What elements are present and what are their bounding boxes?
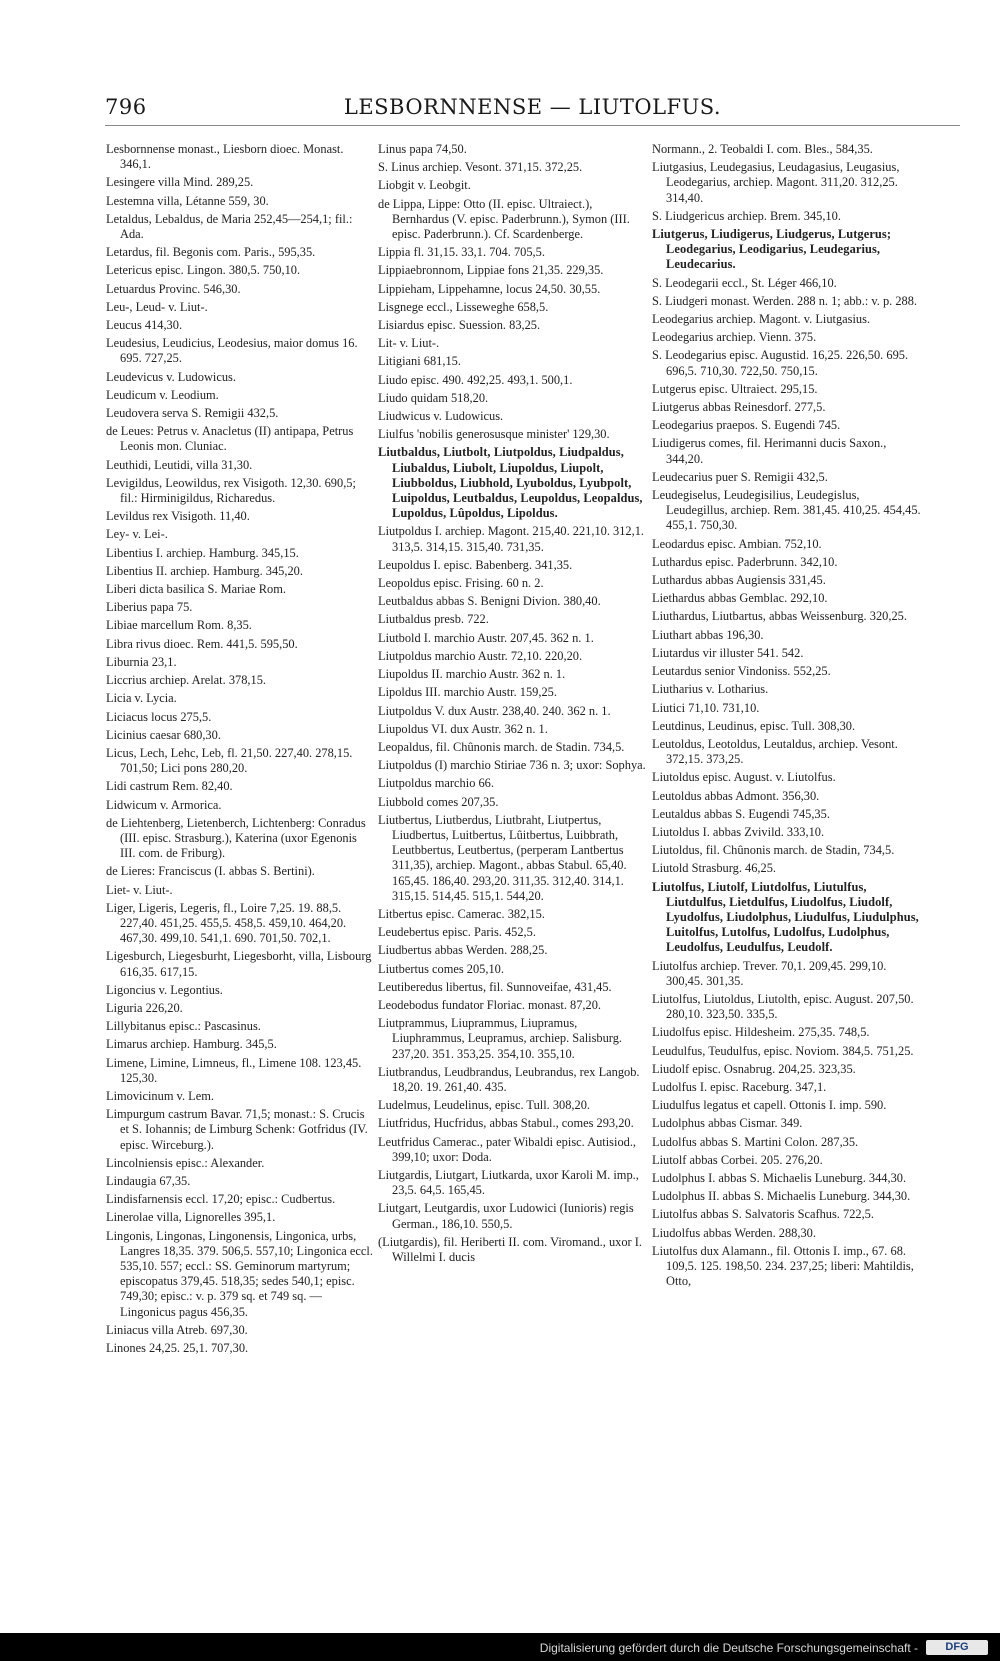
index-entry: Leutardus senior Vindoniss. 552,25. bbox=[652, 664, 831, 679]
index-entry: Liberi dicta basilica S. Mariae Rom. bbox=[106, 582, 286, 597]
index-entry: Leudesius, Leudicius, Leodesius, maior domus 16. 695. 727,25. bbox=[106, 336, 358, 366]
index-entry: Leuthidi, Leutidi, villa 31,30. bbox=[106, 457, 253, 472]
index-entry: Liudolfus abbas Werden. 288,30. bbox=[652, 1225, 816, 1240]
index-entry: Liupoldus VI. dux Austr. 362 n. 1. bbox=[378, 721, 548, 736]
index-entry: Liubbold comes 207,35. bbox=[378, 794, 499, 809]
index-entry: Liburnia 23,1. bbox=[106, 654, 177, 669]
index-entry: Levigildus, Leowildus, rex Visigoth. 12,30. 690,5; fil.: Hirminigildus, Richaredus. bbox=[106, 475, 356, 506]
index-entry: Leodegarius archiep. Vienn. 375. bbox=[652, 330, 817, 345]
index-entry: Leutoldus abbas Admont. 356,30. bbox=[652, 788, 820, 803]
index-entry: Letericus episc. Lingon. 380,5. 750,10. bbox=[106, 263, 301, 278]
index-entry: Liutoldus, fil. Chûnonis march. de Stadin, 734,5. bbox=[652, 843, 895, 858]
index-entry: Liutolfus abbas S. Salvatoris Scafhus. 722,5. bbox=[652, 1207, 874, 1222]
index-entry: Liccrius archiep. Arelat. 378,15. bbox=[106, 673, 266, 688]
index-column-3 bbox=[652, 142, 924, 1292]
index-entry: Lindaugia 67,35. bbox=[106, 1173, 191, 1188]
index-entry: Liudolfus episc. Hildesheim. 275,35. 748,5. bbox=[652, 1025, 870, 1040]
index-entry: Leopoldus episc. Frising. 60 n. 2. bbox=[378, 576, 544, 591]
index-entry: Letuardus Provinc. 546,30. bbox=[106, 281, 241, 296]
index-entry: Levildus rex Visigoth. 11,40. bbox=[106, 509, 250, 524]
index-entry: de Liehtenberg, Lietenberch, Lichtenberg: Conradus (III. episc. Strasburg.), Katerina (uxor Egenonis III. com. de Friburg). bbox=[106, 815, 366, 861]
index-entry: Lippia fl. 31,15. 33,1. 704. 705,5. bbox=[378, 245, 545, 260]
index-entry: Lestemna villa, Létanne 559, 30. bbox=[106, 193, 269, 208]
index-entry: Litbertus episc. Camerac. 382,15. bbox=[378, 906, 545, 921]
index-entry: Leutaldus abbas S. Eugendi 745,35. bbox=[652, 806, 830, 821]
index-entry: Lisiardus episc. Suession. 83,25. bbox=[378, 318, 541, 333]
index-entry: Leudecarius puer S. Remigii 432,5. bbox=[652, 469, 828, 484]
index-entry: Liulfus 'nobilis generosusque minister' 129,30. bbox=[378, 427, 610, 442]
index-entry: Liutardus vir illuster 541. 542. bbox=[652, 645, 804, 660]
index-entry: Liniacus villa Atreb. 697,30. bbox=[106, 1322, 248, 1337]
index-entry: Lit- v. Liut-. bbox=[378, 336, 440, 351]
index-entry: Leudovera serva S. Remigii 432,5. bbox=[106, 406, 279, 421]
index-entry: Liutici 71,10. 731,10. bbox=[652, 700, 760, 715]
index-entry: Licinius caesar 680,30. bbox=[106, 727, 221, 742]
index-entry: Lingonis, Lingonas, Lingonensis, Lingonica, urbs, Langres 18,35. 379. 506,5. 557,10; Lingonica eccl. 535,10. 557; eccl.: SS. Geminorum martyrum; episcopatus 379,45. 518,35; sedes 540,1; episc. 749,30; episc.: v. p. 379 sq. et 749 sq. — Lingonicus pagus 456,35. bbox=[106, 1228, 373, 1319]
index-entry: Liuthart abbas 196,30. bbox=[652, 627, 764, 642]
index-entry: Ligesburch, Liegesburht, Liegesborht, villa, Lisbourg 616,35. 617,15. bbox=[106, 949, 372, 979]
index-column-1 bbox=[106, 142, 374, 1359]
index-entry: Lutgerus episc. Ultraiect. 295,15. bbox=[652, 381, 818, 396]
index-entry: Leudebertus episc. Paris. 452,5. bbox=[378, 925, 536, 940]
index-entry: Liutbaldus presb. 722. bbox=[378, 612, 489, 627]
index-entry: Liger, Ligeris, Legeris, fl., Loire 7,25. 19. 88,5. 227,40. 451,25. 455,5. 458,5. 459,10. 464,20. 467,30. 499,10. 541,1. 690. 701,50. 702,1. bbox=[106, 900, 347, 946]
index-entry: Libentius I. archiep. Hamburg. 345,15. bbox=[106, 545, 299, 560]
index-entry: Ludolfus I. episc. Raceburg. 347,1. bbox=[652, 1079, 827, 1094]
index-entry: Liutpoldus marchio Austr. 72,10. 220,20. bbox=[378, 648, 583, 663]
index-entry: Leudevicus v. Ludowicus. bbox=[106, 369, 236, 384]
page-number: 796 bbox=[105, 95, 147, 119]
index-entry: Leutfridus Camerac., pater Wibaldi episc. Autisiod., 399,10; uxor: Doda. bbox=[378, 1134, 637, 1164]
index-entry: Ludolfus abbas S. Martini Colon. 287,35. bbox=[652, 1134, 859, 1149]
index-entry: Leodardus episc. Ambian. 752,10. bbox=[652, 536, 822, 551]
index-entry: Leudicum v. Leodium. bbox=[106, 387, 219, 402]
index-entry: Liutolfus dux Alamann., fil. Ottonis I. imp., 67. 68. 109,5. 125. 198,50. 234. 237,25; liberi: Mahtildis, Otto, bbox=[652, 1243, 914, 1289]
index-entry: Limene, Limine, Limneus, fl., Limene 108. 123,45. 125,30. bbox=[106, 1055, 362, 1085]
index-entry: de Leues: Petrus v. Anacletus (II) antipapa, Petrus Leonis mon. Cluniac. bbox=[106, 424, 354, 454]
index-entry: Liutold Strasburg. 46,25. bbox=[652, 861, 777, 876]
index-entry: Liudo quidam 518,20. bbox=[378, 390, 489, 405]
index-entry: Lidi castrum Rem. 82,40. bbox=[106, 779, 233, 794]
index-entry: Leudulfus, Teudulfus, episc. Noviom. 384,5. 751,25. bbox=[652, 1043, 914, 1058]
index-entry: Lesbornnense monast., Liesborn dioec. Monast. 346,1. bbox=[106, 142, 344, 172]
index-entry: Litigiani 681,15. bbox=[378, 354, 461, 369]
index-entry: Liutoldus I. abbas Zvivild. 333,10. bbox=[652, 824, 825, 839]
index-entry: Leodebodus fundator Floriac. monast. 87,20. bbox=[378, 997, 601, 1012]
index-entry: Limovicinum v. Lem. bbox=[106, 1088, 214, 1103]
index-entry: Licus, Lech, Lehc, Leb, fl. 21,50. 227,40. 278,15. 701,50; Lici pons 280,20. bbox=[106, 745, 353, 776]
index-entry: Leopaldus, fil. Chûnonis march. de Stadin. 734,5. bbox=[378, 739, 625, 754]
index-entry: Libentius II. archiep. Hamburg. 345,20. bbox=[106, 563, 303, 578]
index-entry: Liutolfus, Liutoldus, Liutolth, episc. August. 207,50. 280,10. 323,50. 335,5. bbox=[652, 991, 914, 1022]
index-entry: Liutbaldus, Liutbolt, Liutpoldus, Liudpaldus, Liubaldus, Liubolt, Liupoldus, Liupolt, Liubboldus, Liubhold, Lyuboldus, Lyubpolt, Luipoldus, Leutbaldus, Leupoldus, Leopaldus, Lupoldus, Lûpoldus, Lipoldus. bbox=[378, 445, 643, 521]
index-entry: Lippiaebronnom, Lippiae fons 21,35. 229,35. bbox=[378, 263, 604, 278]
index-entry: Licia v. Lycia. bbox=[106, 691, 177, 706]
index-entry: Libiae marcellum Rom. 8,35. bbox=[106, 618, 252, 633]
index-entry: Liutgardis, Liutgart, Liutkarda, uxor Karoli M. imp., 23,5. 64,5. 165,45. bbox=[378, 1167, 639, 1198]
index-entry: Liutgasius, Leudegasius, Leudagasius, Leugasius, Leodegarius, archiep. Magont. 311,20. 312,25. 314,40. bbox=[652, 160, 900, 205]
index-entry: Liethardus abbas Gemblac. 292,10. bbox=[652, 591, 828, 606]
index-entry: Lindisfarnensis eccl. 17,20; episc.: Cudbertus. bbox=[106, 1192, 336, 1207]
index-entry: Liutbold I. marchio Austr. 207,45. 362 n. 1. bbox=[378, 630, 594, 645]
index-entry: de Lieres: Franciscus (I. abbas S. Bertini). bbox=[106, 864, 315, 879]
index-entry: Lippieham, Lippehamne, locus 24,50. 30,55. bbox=[378, 281, 601, 296]
page-header bbox=[105, 95, 960, 126]
index-entry: Leutoldus, Leotoldus, Leutaldus, archiep. Vesont. 372,15. 373,25. bbox=[652, 736, 898, 767]
index-entry: Liutgart, Leutgardis, uxor Ludowici (Iunioris) regis German., 186,10. 550,5. bbox=[378, 1201, 634, 1231]
index-entry: Liutpoldus V. dux Austr. 238,40. 240. 362 n. 1. bbox=[378, 703, 611, 718]
index-entry: Lidwicum v. Armorica. bbox=[106, 797, 222, 812]
dfg-logo: DFG bbox=[926, 1640, 988, 1655]
index-entry: Liudo episc. 490. 492,25. 493,1. 500,1. bbox=[378, 372, 573, 387]
index-entry: Liudbertus abbas Werden. 288,25. bbox=[378, 943, 548, 958]
running-head: LESBORNNENSE — LIUTOLFUS. bbox=[343, 95, 722, 119]
index-entry: Liudulfus legatus et capell. Ottonis I. imp. 590. bbox=[652, 1098, 887, 1113]
index-entry: Liutharius v. Lotharius. bbox=[652, 682, 769, 697]
index-entry: Lesingere villa Mind. 289,25. bbox=[106, 175, 254, 190]
index-entry: Leutbaldus abbas S. Benigni Divion. 380,40. bbox=[378, 594, 601, 609]
index-entry: Liudigerus comes, fil. Herimanni ducis Saxon., 344,20. bbox=[652, 436, 887, 466]
index-entry: (Liutgardis), fil. Heriberti II. com. Viromand., uxor I. Willelmi I. ducis bbox=[378, 1234, 642, 1264]
index-entry: de Lippa, Lippe: Otto (II. episc. Ultraiect.), Bernhardus (V. episc. Paderbrunn.), Symon (III. episc. Paderbrunn.). Cf. Scardenberge. bbox=[378, 196, 630, 242]
index-entry: S. Linus archiep. Vesont. 371,15. 372,25. bbox=[378, 160, 583, 175]
index-entry: S. Leodegarii eccl., St. Léger 466,10. bbox=[652, 275, 837, 290]
index-entry: Liutprammus, Liuprammus, Liupramus, Liuphrammus, Leupramus, archiep. Salisburg. 237,20. 351. 353,25. 354,10. 355,10. bbox=[378, 1016, 622, 1061]
index-entry: Liudolf episc. Osnabrug. 204,25. 323,35. bbox=[652, 1061, 856, 1076]
index-entry: Liutoldus episc. August. v. Liutolfus. bbox=[652, 770, 836, 785]
index-entry: Libra rivus dioec. Rem. 441,5. 595,50. bbox=[106, 636, 298, 651]
index-entry: Liet- v. Liut-. bbox=[106, 882, 173, 897]
index-entry: Ludolphus abbas Cismar. 349. bbox=[652, 1116, 803, 1131]
index-entry: Leucus 414,30. bbox=[106, 318, 183, 333]
index-entry: Liutbertus comes 205,10. bbox=[378, 961, 504, 976]
index-entry: Liutgerus, Liudigerus, Liudgerus, Lutgerus; Leodegarius, Leodigarius, Leudegarius, Leudecarius. bbox=[652, 227, 892, 272]
index-entry: Letardus, fil. Begonis com. Paris., 595,35. bbox=[106, 245, 316, 260]
index-entry: Liguria 226,20. bbox=[106, 1000, 183, 1015]
index-entry: Luthardus episc. Paderbrunn. 342,10. bbox=[652, 554, 838, 569]
index-entry: Liutbertus, Liutberdus, Liutbraht, Liutpertus, Liudbertus, Luitbertus, Lûitbertus, Luibbrath, Leutbbertus, Leutbertus, (perperam Lantbertus 311,35), archiep. Magont., abbas Stabul. 65,40. 165,45. 186,40. 293,20. 311,35. 312,40. 314,1. 315,15. 514,45. 515,1. 544,20. bbox=[378, 812, 627, 903]
index-entry: Leupoldus I. episc. Babenberg. 341,35. bbox=[378, 557, 573, 572]
index-entry: S. Leodegarius episc. Augustid. 16,25. 226,50. 695. 696,5. 710,30. 722,50. 750,15. bbox=[652, 348, 909, 378]
index-entry: Liutpoldus marchio 66. bbox=[378, 776, 494, 791]
index-entry: Liutfridus, Hucfridus, abbas Stabul., comes 293,20. bbox=[378, 1116, 634, 1131]
index-entry: Leodegarius praepos. S. Eugendi 745. bbox=[652, 418, 841, 433]
index-entry: Leodegarius archiep. Magont. v. Liutgasius. bbox=[652, 312, 871, 327]
index-entry: Leutdinus, Leudinus, episc. Tull. 308,30. bbox=[652, 718, 856, 733]
index-entry: S. Liudgeri monast. Werden. 288 n. 1; abb.: v. p. 288. bbox=[652, 293, 918, 308]
index-entry: Limarus archiep. Hamburg. 345,5. bbox=[106, 1037, 277, 1052]
index-entry: Lincolniensis episc.: Alexander. bbox=[106, 1155, 265, 1170]
index-entry: Liutolfus, Liutolf, Liutdolfus, Liutulfus, Liutdulfus, Lietdulfus, Liudolfus, Liudolf, Lyudolfus, Liudolphus, Liudulfus, Liudulphus, Luitolfus, Lutolfus, Ludolfus, Ludolphus, Leudolfus, Leudulfus, Leudolf. bbox=[652, 879, 919, 955]
index-entry: Liciacus locus 275,5. bbox=[106, 709, 212, 724]
index-entry: Lillybitanus episc.: Pascasinus. bbox=[106, 1019, 261, 1034]
index-entry: Linones 24,25. 25,1. 707,30. bbox=[106, 1341, 249, 1356]
index-entry: Liobgit v. Leobgit. bbox=[378, 178, 471, 193]
index-column-2 bbox=[378, 142, 646, 1268]
index-entry: Liupoldus II. marchio Austr. 362 n. 1. bbox=[378, 667, 566, 682]
index-entry: Liberius papa 75. bbox=[106, 600, 193, 615]
index-entry: Liutgerus abbas Reinesdorf. 277,5. bbox=[652, 400, 826, 415]
index-entry: Linus papa 74,50. bbox=[378, 142, 467, 156]
index-entry: Ley- v. Lei-. bbox=[106, 527, 168, 542]
index-entry: Liutolf abbas Corbei. 205. 276,20. bbox=[652, 1152, 823, 1167]
index-entry: Liutpoldus I. archiep. Magont. 215,40. 221,10. 312,1. 313,5. 314,15. 315,40. 731,35. bbox=[378, 524, 645, 554]
index-entry: Linerolae villa, Lignorelles 395,1. bbox=[106, 1210, 276, 1225]
index-entry: Liudwicus v. Ludowicus. bbox=[378, 409, 504, 424]
index-entry: Lisgnege eccl., Lisseweghe 658,5. bbox=[378, 299, 549, 314]
index-entry: Liuthardus, Liutbartus, abbas Weissenburg. 320,25. bbox=[652, 609, 907, 624]
index-entry: Liutolfus archiep. Trever. 70,1. 209,45. 299,10. 300,45. 301,35. bbox=[652, 958, 887, 988]
index-entry: Leu-, Leud- v. Liut-. bbox=[106, 299, 208, 314]
index-entry: S. Liudgericus archiep. Brem. 345,10. bbox=[652, 208, 841, 223]
index-entry: Normann., 2. Teobaldi I. com. Bles., 584,35. bbox=[652, 142, 873, 156]
index-entry: Ludelmus, Leudelinus, episc. Tull. 308,20. bbox=[378, 1098, 591, 1113]
index-entry: Ludolphus I. abbas S. Michaelis Luneburg. 344,30. bbox=[652, 1170, 907, 1185]
index-entry: Ludolphus II. abbas S. Michaelis Luneburg. 344,30. bbox=[652, 1189, 911, 1204]
digitization-footer bbox=[0, 1633, 1000, 1661]
index-entry: Lipoldus III. marchio Austr. 159,25. bbox=[378, 685, 557, 700]
index-entry: Liutpoldus (I) marchio Stiriae 736 n. 3; uxor: Sophya. bbox=[378, 758, 646, 773]
index-entry: Ligoncius v. Legontius. bbox=[106, 982, 223, 997]
index-entry: Letaldus, Lebaldus, de Maria 252,45—254,1; fil.: Ada. bbox=[106, 211, 353, 242]
index-entry: Liutbrandus, Leudbrandus, Leubrandus, rex Langob. 18,20. 19. 261,40. 435. bbox=[378, 1064, 640, 1094]
index-entry: Leudegiselus, Leudegisilius, Leudegislus, Leudegillus, archiep. Rem. 381,45. 410,25. 454,45. 455,1. 750,30. bbox=[652, 488, 921, 533]
index-entry: Limpurgum castrum Bavar. 71,5; monast.: S. Crucis et S. Iohannis; de Limburg Schenk: Gotfridus (IV. episc. Wirceburg.). bbox=[106, 1107, 368, 1152]
funding-credit: Digitalisierung gefördert durch die Deutsche Forschungsgemeinschaft - bbox=[539, 1641, 918, 1655]
index-entry: Luthardus abbas Augiensis 331,45. bbox=[652, 573, 826, 588]
index-entry: Leutiberedus libertus, fil. Sunnoveifae, 431,45. bbox=[378, 979, 612, 994]
